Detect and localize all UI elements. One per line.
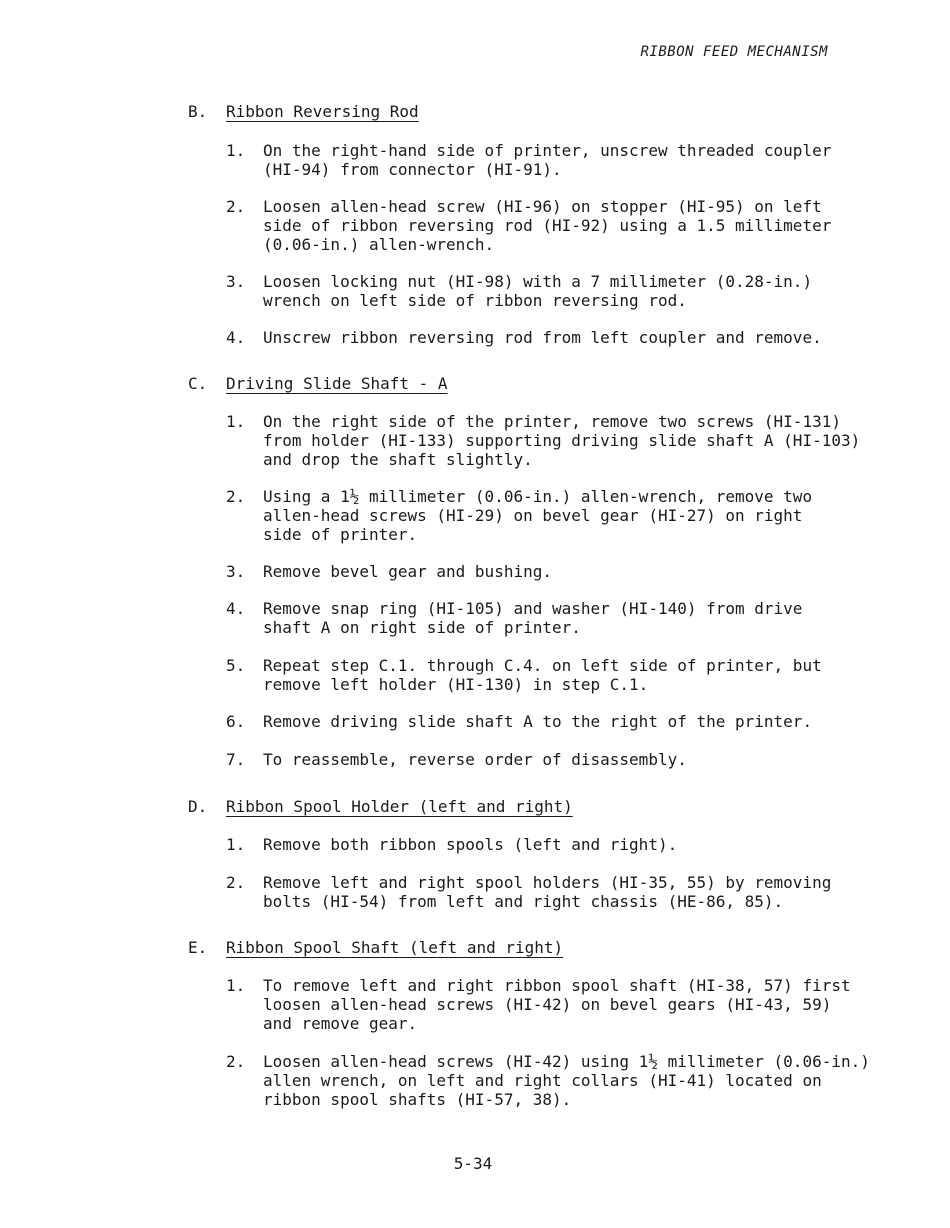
step-number: 6.: [226, 712, 246, 731]
step-text: Remove driving slide shaft A to the right of the printer.: [263, 712, 813, 731]
step-text: To reassemble, reverse order of disassembly.: [263, 750, 687, 769]
section-title: Ribbon Spool Shaft (left and right): [226, 938, 564, 957]
step-number: 1.: [226, 976, 246, 995]
step-number: 2.: [226, 1052, 246, 1071]
step-text: Loosen locking nut (HI-98) with a 7 millimeter (0.28-in.) wrench on left side of ribbon reversing rod.: [263, 272, 813, 310]
step-number: 2.: [226, 873, 246, 892]
section-title: Ribbon Reversing Rod: [226, 102, 419, 121]
step-text: On the right-hand side of printer, unscrew threaded coupler (HI-94) from connector (HI-91).: [263, 141, 832, 179]
step-number: 1.: [226, 141, 246, 160]
step-text: Remove bevel gear and bushing.: [263, 562, 552, 581]
running-head: RIBBON FEED MECHANISM: [640, 44, 828, 60]
step-number: 2.: [226, 197, 246, 216]
section-letter: B.: [188, 102, 208, 121]
page-number: 5-34: [453, 1154, 493, 1173]
step-number: 4.: [226, 328, 246, 347]
step-text: Remove both ribbon spools (left and right).: [263, 835, 678, 854]
step-number: 4.: [226, 599, 246, 618]
step-text: On the right side of the printer, remove two screws (HI-131) from holder (HI-133) supporting driving slide shaft A (HI-103) and drop the shaft slightly.: [263, 412, 861, 469]
section-title: Ribbon Spool Holder (left and right): [226, 797, 573, 816]
step-text: Loosen allen-head screw (HI-96) on stopper (HI-95) on left side of ribbon reversing rod (HI-92) using a 1.5 millimeter (0.06-in.) allen-wrench.: [263, 197, 832, 254]
step-text: Using a 1½ millimeter (0.06-in.) allen-wrench, remove two allen-head screws (HI-29) on bevel gear (HI-27) on right side of printer.: [263, 487, 813, 544]
step-number: 3.: [226, 562, 246, 581]
step-text: Remove left and right spool holders (HI-35, 55) by removing bolts (HI-54) from left and right chassis (HE-86, 85).: [263, 873, 832, 911]
page-footer: [0, 1154, 950, 1173]
step-text: To remove left and right ribbon spool shaft (HI-38, 57) first loosen allen-head screws (HI-42) on bevel gears (HI-43, 59) and remove gear.: [263, 976, 851, 1033]
step-number: 1.: [226, 412, 246, 431]
section-letter: D.: [188, 797, 208, 816]
step-number: 5.: [226, 656, 246, 675]
step-number: 1.: [226, 835, 246, 854]
section-title: Driving Slide Shaft - A: [226, 374, 448, 393]
step-number: 7.: [226, 750, 246, 769]
step-text: Repeat step C.1. through C.4. on left side of printer, but remove left holder (HI-130) in step C.1.: [263, 656, 822, 694]
step-number: 3.: [226, 272, 246, 291]
step-text: Loosen allen-head screws (HI-42) using 1½ millimeter (0.06-in.) allen wrench, on left and right collars (HI-41) located on ribbon spool shafts (HI-57, 38).: [263, 1052, 870, 1109]
step-text: Unscrew ribbon reversing rod from left coupler and remove.: [263, 328, 822, 347]
section-letter: C.: [188, 374, 208, 393]
step-number: 2.: [226, 487, 246, 506]
step-text: Remove snap ring (HI-105) and washer (HI-140) from drive shaft A on right side of printer.: [263, 599, 803, 637]
section-letter: E.: [188, 938, 208, 957]
